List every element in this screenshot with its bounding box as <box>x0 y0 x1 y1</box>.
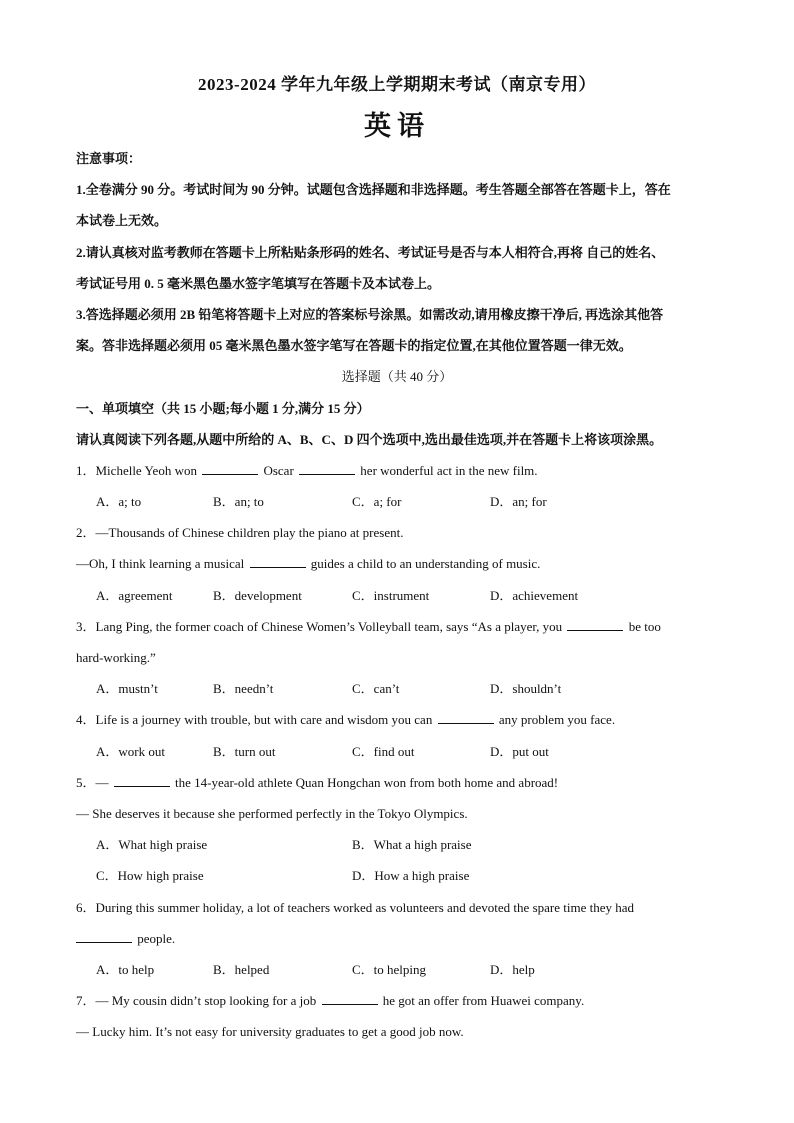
option-c: C．a; for <box>352 494 402 509</box>
question-2-reply <box>76 555 540 573</box>
question-text: 7．— My cousin didn’t stop looking for a job <box>76 993 317 1008</box>
question-text: her wonderful act in the new film. <box>360 463 538 478</box>
question-7-reply: — Lucky him. It’s not easy for university graduates to get a good job now. <box>76 1024 464 1039</box>
question-text: guides a child to an understanding of music. <box>310 556 541 571</box>
answer-blank <box>114 774 170 787</box>
option-d: D．put out <box>490 744 549 759</box>
question-text: he got an offer from Huawei company. <box>382 993 585 1008</box>
answer-blank <box>567 618 623 631</box>
exam-title: 2023-2024 学年九年级上学期期末考试（南京专用） <box>198 75 596 94</box>
option-a: A．mustn’t <box>96 681 158 696</box>
option-a: A．work out <box>96 744 165 759</box>
question-1 <box>76 462 538 480</box>
section-instruction: 请认真阅读下列各题,从题中所给的 A、B、C、D 四个选项中,选出最佳选项,并在答题卡上将该项涂黑。 <box>76 432 663 447</box>
option-c: C．How high praise <box>96 868 204 883</box>
option-d: D．achievement <box>490 588 579 603</box>
question-5-reply: — She deserves it because she performed perfectly in the Tokyo Olympics. <box>76 806 468 821</box>
question-text: 5．— <box>76 775 109 790</box>
option-b: B．helped <box>213 962 270 977</box>
option-c: C．instrument <box>352 588 430 603</box>
answer-blank <box>299 462 355 475</box>
answer-blank <box>202 462 258 475</box>
question-text: Oscar <box>263 463 294 478</box>
question-4 <box>76 711 615 729</box>
option-b: B．turn out <box>213 744 276 759</box>
option-a: A．a; to <box>96 494 142 509</box>
option-b: B．needn’t <box>213 681 274 696</box>
option-b: B．an; to <box>213 494 264 509</box>
notice-item-2: 2.请认真核对监考教师在答题卡上所粘贴条形码的姓名、考试证号是否与本人相符合,再将 自己的姓名、 <box>76 245 665 260</box>
question-6: 6．During this summer holiday, a lot of teachers worked as volunteers and devoted the spare time they had <box>76 900 635 915</box>
notice-item-1-cont: 本试卷上无效。 <box>76 213 168 228</box>
subject-title: 英语 <box>364 111 430 141</box>
question-text: 3．Lang Ping, the former coach of Chinese Women’s Volleyball team, says “As a player, you <box>76 619 563 634</box>
notice-item-3-cont: 案。答非选择题必须用 05 毫米黑色墨水签字笔写在答题卡的指定位置,在其他位置答题一律无效。 <box>76 338 632 353</box>
question-6-cont <box>76 930 175 948</box>
question-text: 4．Life is a journey with trouble, but with care and wisdom you can <box>76 712 433 727</box>
question-text: 1．Michelle Yeoh won <box>76 463 197 478</box>
option-a: A．agreement <box>96 588 173 603</box>
option-d: D．help <box>490 962 535 977</box>
option-a: A．to help <box>96 962 155 977</box>
question-7 <box>76 992 584 1010</box>
option-c: C．can’t <box>352 681 400 696</box>
question-text: —Oh, I think learning a musical <box>76 556 245 571</box>
notice-item-2-cont: 考试证号用 0. 5 毫米黑色墨水签字笔填写在答题卡及本试卷上。 <box>76 276 441 291</box>
answer-blank <box>322 992 378 1005</box>
question-text: people. <box>137 931 176 946</box>
answer-blank <box>250 555 306 568</box>
question-2: 2．—Thousands of Chinese children play the piano at present. <box>76 525 404 540</box>
option-c: C．find out <box>352 744 415 759</box>
answer-blank <box>76 930 132 943</box>
answer-blank <box>438 711 494 724</box>
option-a: A．What high praise <box>96 837 208 852</box>
part-heading: 选择题（共 40 分） <box>341 369 453 384</box>
notice-item-3: 3.答选择题必须用 2B 铅笔将答题卡上对应的答案标号涂黑。如需改动,请用橡皮擦干净后, 再选涂其他答 <box>76 307 664 322</box>
notice-item-1: 1.全卷满分 90 分。考试时间为 90 分钟。试题包含选择题和非选择题。考生答题全部答在答题卡上，答在 <box>76 182 671 197</box>
question-5 <box>76 774 558 792</box>
question-3-cont: hard-working.” <box>76 650 156 665</box>
question-text: the 14-year-old athlete Quan Hongchan won from both home and abroad! <box>175 775 559 790</box>
notice-heading: 注意事项： <box>76 151 142 166</box>
question-3 <box>76 618 661 636</box>
option-d: D．an; for <box>490 494 547 509</box>
option-b: B．development <box>213 588 302 603</box>
option-b: B．What a high praise <box>352 837 472 852</box>
option-d: D．How a high praise <box>352 868 470 883</box>
option-c: C．to helping <box>352 962 427 977</box>
question-text: any problem you face. <box>498 712 616 727</box>
option-d: D．shouldn’t <box>490 681 562 696</box>
question-text: be too <box>628 619 661 634</box>
section-heading: 一、单项填空（共 15 小题;每小题 1 分,满分 15 分） <box>76 401 370 416</box>
